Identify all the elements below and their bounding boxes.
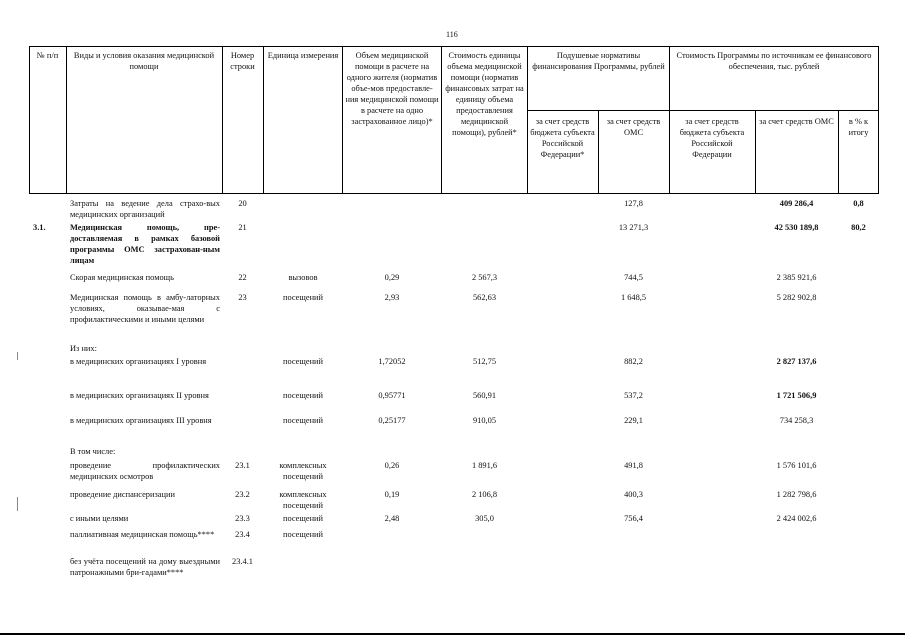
table-cell-cost: 2 567,3 bbox=[471, 273, 498, 282]
table-cell-unit: посещений bbox=[282, 293, 324, 302]
table-cell-pr-o: 1 576 101,6 bbox=[776, 461, 817, 470]
header-pc-budget: за счет средств бюджета субъекта Российской Федерации* bbox=[530, 117, 595, 159]
table-cell-pr-o: 2 385 921,6 bbox=[776, 273, 817, 282]
table-cell-cost: 305,0 bbox=[475, 514, 494, 523]
header-pr-budget: за счет средств бюджета субъекта Российской Федерации bbox=[679, 117, 745, 159]
header-row: Номер строки bbox=[230, 51, 255, 71]
table-cell-pc-o: 537,2 bbox=[624, 391, 643, 400]
table-cell-unit: посещений bbox=[282, 530, 324, 539]
table-cell-vol: 0,19 bbox=[384, 490, 400, 499]
table-cell-pc-o: 1 648,5 bbox=[620, 293, 647, 302]
table-cell-row: 23.4 bbox=[235, 530, 250, 539]
header-kind: Виды и условия оказания медицинской помощи bbox=[73, 51, 215, 71]
table-cell-desc: проведение профилактических медицинских осмотров bbox=[70, 461, 220, 481]
header-unit: Единица измерения bbox=[267, 51, 339, 60]
table-cell-row: 23 bbox=[238, 293, 247, 302]
table-cell-unit: посещений bbox=[282, 514, 324, 523]
table-cell-row: 20 bbox=[238, 199, 247, 208]
page-bottom-edge bbox=[0, 633, 905, 635]
table-cell-row: 23.3 bbox=[235, 514, 250, 523]
table-cell-vol: 0,95771 bbox=[378, 391, 406, 400]
table-cell-desc: в медицинских организациях I уровня bbox=[70, 357, 207, 366]
table-cell-pr-o: 734 258,3 bbox=[779, 416, 814, 425]
col-divider bbox=[878, 46, 879, 194]
header-pc-oms: за счет средств ОМС bbox=[606, 117, 661, 137]
col-divider bbox=[342, 46, 343, 194]
col-divider bbox=[838, 110, 839, 194]
table-cell-desc: Медицинская помощь в амбу-латорных условиях, оказывае-мая с профилактическими и иными целями bbox=[70, 293, 220, 324]
table-cell-cost: 512,75 bbox=[472, 357, 497, 366]
table-cell-desc: без учёта посещений на дому выездными патронажными бри-гадами**** bbox=[70, 557, 220, 577]
col-divider bbox=[669, 46, 670, 194]
col-divider bbox=[222, 46, 223, 194]
col-divider bbox=[263, 46, 264, 194]
col-divider bbox=[441, 46, 442, 194]
table-cell-desc: Скорая медицинская помощь bbox=[70, 273, 174, 282]
margin-mark bbox=[17, 352, 18, 360]
table-cell-unit: посещений bbox=[282, 391, 324, 400]
table-cell-desc: с иными целями bbox=[70, 514, 129, 523]
col-divider bbox=[755, 110, 756, 194]
table-cell-cost: 2 106,8 bbox=[471, 490, 498, 499]
table-cell-desc: Из них: bbox=[70, 344, 97, 353]
table-cell-pr-o: 5 282 902,8 bbox=[776, 293, 817, 302]
table-cell-pr-o: 409 286,4 bbox=[779, 199, 814, 208]
table-cell-pc-o: 756,4 bbox=[624, 514, 643, 523]
table-cell-pr-o: 2 424 002,6 bbox=[776, 514, 817, 523]
table-cell-pc-o: 491,8 bbox=[624, 461, 643, 470]
table-cell-pc-o: 127,8 bbox=[624, 199, 643, 208]
table-cell-desc: паллиативная медицинская помощь**** bbox=[70, 530, 215, 539]
table-cell-vol: 2,93 bbox=[384, 293, 400, 302]
table-cell-unit: вызовов bbox=[288, 273, 318, 282]
table-cell-row: 23.1 bbox=[235, 461, 250, 470]
table-cell-pr-o: 2 827 137,6 bbox=[776, 357, 817, 366]
col-divider bbox=[66, 46, 67, 194]
table-cell-row: 21 bbox=[238, 223, 247, 232]
table-cell-desc: В том числе: bbox=[70, 447, 116, 456]
table-cell-row: 22 bbox=[238, 273, 247, 282]
col-divider bbox=[598, 110, 599, 194]
table-cell-desc: Медицинская помощь, пре-доставляемая в рамках базовой программы ОМС застрахован-ным лицам bbox=[70, 223, 220, 265]
table-cell-pr-o: 1 282 798,6 bbox=[776, 490, 817, 499]
header-volume: Объем медицинской помощи в расчете на одного жителя (норматив объе-мов предоставле-ния медицинской помощи в расчете на одно застрахованное лицо)* bbox=[345, 51, 439, 126]
table-cell-vol: 0,26 bbox=[384, 461, 400, 470]
table-cell-cost: 560,91 bbox=[472, 391, 497, 400]
page-number: 116 bbox=[446, 30, 458, 39]
header-pr-oms: за счет средств ОМС bbox=[759, 117, 834, 126]
table-cell-pr-o: 42 530 189,8 bbox=[774, 223, 819, 232]
col-divider bbox=[527, 46, 528, 194]
header-cost: Стоимость единицы объема медицинской помощи (норматив финансовых затрат на единицу объема предоставления медицинской помощи), рублей* bbox=[445, 51, 524, 137]
table-cell-num: 3.1. bbox=[33, 223, 46, 232]
table-cell-vol: 1,72052 bbox=[378, 357, 406, 366]
table-cell-cost: 1 891,6 bbox=[471, 461, 498, 470]
table-cell-pc-o: 13 271,3 bbox=[618, 223, 649, 232]
table-cell-pc-o: 229,1 bbox=[624, 416, 643, 425]
table-cell-desc: проведение диспансеризации bbox=[70, 490, 175, 499]
table-cell-cost: 562,63 bbox=[472, 293, 497, 302]
table-cell-vol: 0,25177 bbox=[378, 416, 406, 425]
header-top-border bbox=[29, 46, 878, 47]
table-cell-pc-o: 882,2 bbox=[624, 357, 643, 366]
table-cell-unit: посещений bbox=[282, 357, 324, 366]
table-cell-row: 23.2 bbox=[235, 490, 250, 499]
table-cell-pc-o: 400,3 bbox=[624, 490, 643, 499]
header-per-capita-group: Подушевые нормативы финансирования Программы, рублей bbox=[532, 51, 665, 71]
table-cell-desc: в медицинских организациях III уровня bbox=[70, 416, 212, 425]
group-divider-program bbox=[669, 110, 878, 111]
table-cell-vol: 2,48 bbox=[384, 514, 400, 523]
header-bottom-border bbox=[29, 193, 878, 194]
table-cell-pc-o: 744,5 bbox=[624, 273, 643, 282]
table-cell-desc: в медицинских организациях II уровня bbox=[70, 391, 209, 400]
table-cell-row: 23.4.1 bbox=[232, 557, 253, 566]
table-cell-pr-o: 1 721 506,9 bbox=[776, 391, 817, 400]
table-cell-pct: 80,2 bbox=[851, 223, 866, 232]
table-cell-unit: посещений bbox=[282, 416, 324, 425]
table-cell-desc: Затраты на ведение дела страхо-вых медицинских организаций bbox=[70, 199, 220, 219]
table-cell-unit: комплексных посещений bbox=[279, 490, 327, 510]
header-num: № п/п bbox=[36, 51, 59, 60]
header-program-group: Стоимость Программы по источникам ее финансового обеспечения, тыс. рублей bbox=[676, 51, 872, 71]
col-divider bbox=[29, 46, 30, 194]
margin-mark bbox=[17, 497, 18, 511]
header-pr-pct: в % к итогу bbox=[848, 117, 869, 137]
table-cell-pct: 0,8 bbox=[853, 199, 864, 208]
table-cell-cost: 910,05 bbox=[472, 416, 497, 425]
table-cell-vol: 0,29 bbox=[384, 273, 400, 282]
table-cell-unit: комплексных посещений bbox=[279, 461, 327, 481]
